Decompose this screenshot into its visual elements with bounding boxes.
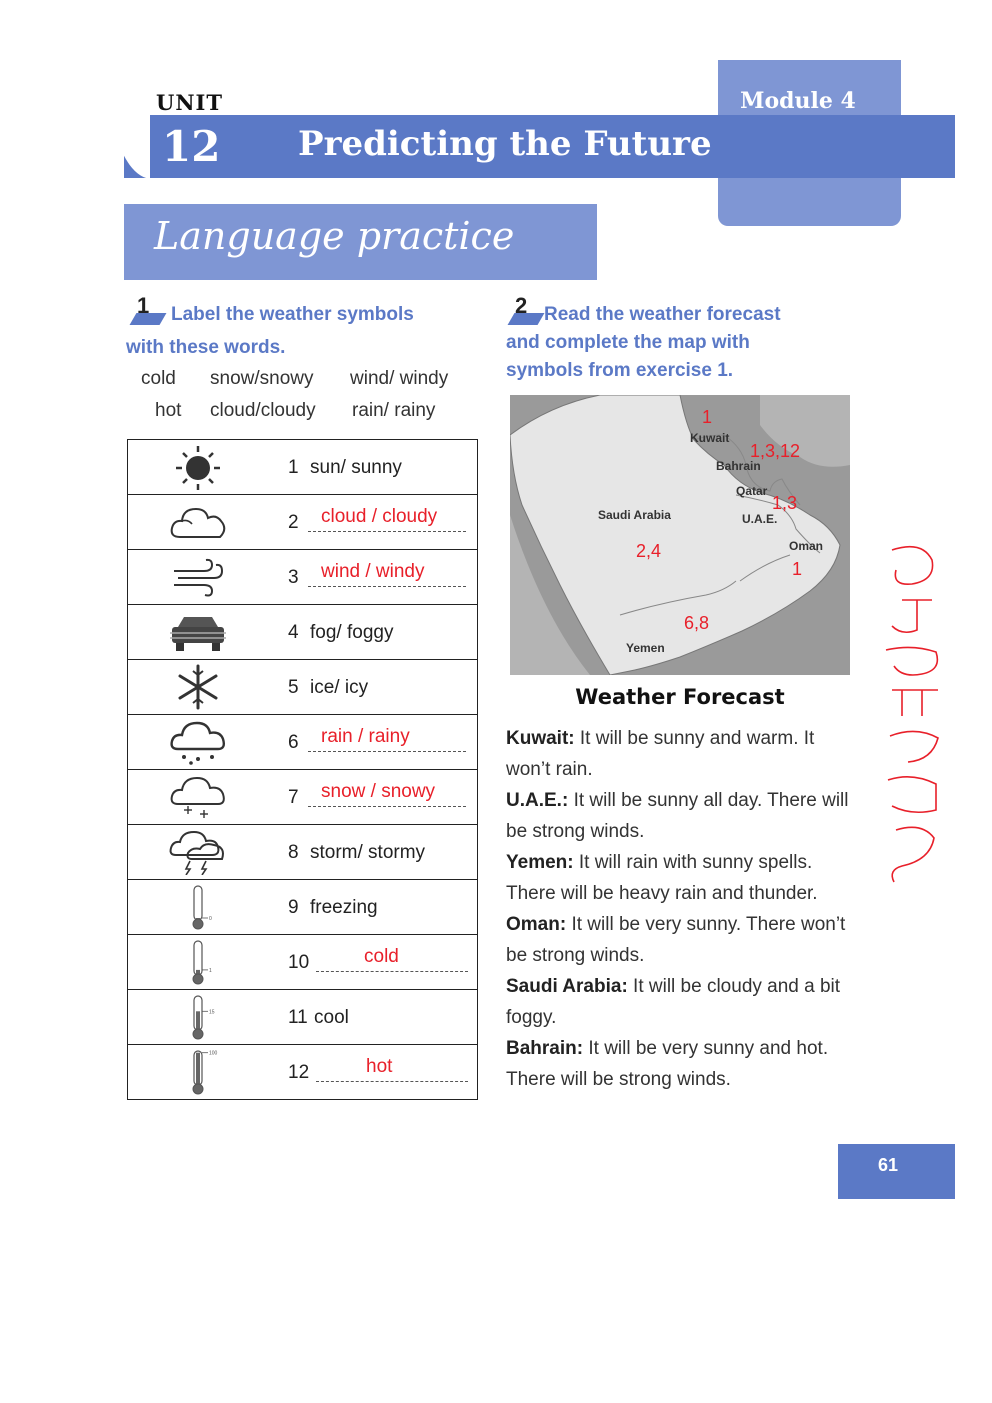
table-row [128, 770, 477, 825]
row-number: 9 [288, 897, 299, 918]
thermometer-icon [168, 994, 228, 1040]
thermometer-tube [194, 886, 202, 920]
word-hot: hot [155, 400, 182, 421]
forecast-entry [506, 909, 851, 971]
map-label-bahrain: Bahrain [716, 459, 761, 473]
table-row [128, 605, 477, 660]
forecast-country: U.A.E.: [506, 790, 569, 811]
word-cloud: cloud/cloudy [210, 400, 316, 421]
thermometer-bulb [193, 919, 203, 929]
table-row [128, 1045, 477, 1099]
title-bar-curve [110, 115, 150, 179]
map-label-oman: Oman [789, 539, 824, 553]
thermometer-mark-label: 100 [209, 1050, 218, 1057]
thermometer-icon [168, 884, 228, 930]
answer-line [308, 586, 466, 587]
forecast-entry [506, 723, 851, 785]
forecast-country: Saudi Arabia: [506, 976, 628, 997]
handwritten-signature [872, 540, 952, 890]
thermometer-bulb [193, 1084, 203, 1094]
forecast-detail: It will be sunny all day. There will be strong winds. [506, 790, 849, 842]
forecast-detail: It will be cloudy and a bit foggy. [506, 976, 841, 1028]
answer-text: rain / rainy [321, 726, 410, 747]
word-snow: snow/snowy [210, 368, 314, 389]
answer-line [308, 806, 466, 807]
weather-symbols-table [127, 439, 478, 1100]
row-label: sun/ sunny [310, 457, 402, 478]
row-number: 11 [288, 1007, 308, 1028]
exercise-2-instruction-3: symbols from exercise 1. [506, 360, 734, 381]
arabian-peninsula-map [510, 395, 850, 675]
answer-text: cold [364, 946, 399, 967]
map-label-saudi: Saudi Arabia [598, 508, 671, 522]
table-row [128, 935, 477, 990]
exercise-1-instruction-2: with these words. [126, 337, 286, 358]
answer-text: hot [366, 1056, 393, 1077]
row-number: 8 [288, 842, 299, 863]
page-number: 61 [877, 1155, 899, 1175]
map-answer-yemen: 6,8 [684, 613, 710, 633]
forecast-detail: It will be very sunny. There won’t be strong winds. [506, 914, 846, 966]
exercise-2-instruction: Read the weather forecast [544, 304, 781, 325]
forecast-entry [506, 847, 851, 909]
forecast-entry [506, 971, 851, 1033]
table-row [128, 825, 477, 880]
thermometer-bulb [193, 974, 203, 984]
map-graphic [510, 395, 850, 675]
row-number: 5 [288, 677, 299, 698]
unit-number: 12 [162, 122, 221, 171]
table-row [128, 550, 477, 605]
forecast-country: Kuwait: [506, 728, 575, 749]
forecast-country: Bahrain: [506, 1038, 584, 1059]
answer-text: cloud / cloudy [321, 506, 438, 527]
forecast-text [506, 723, 851, 1095]
thermometer-bulb [193, 1029, 203, 1039]
table-row [128, 660, 477, 715]
table-row [128, 880, 477, 935]
answer-line [308, 531, 466, 532]
thermometer-icon [168, 939, 228, 985]
forecast-title: Weather Forecast [575, 685, 785, 709]
unit-title: Predicting the Future [298, 124, 712, 164]
forecast-entry [506, 785, 851, 847]
row-number: 1 [288, 457, 299, 478]
row-label: freezing [310, 897, 378, 918]
thermometer-mark-label: 1 [209, 967, 212, 974]
exercise-1-instruction: Label the weather symbols [171, 304, 414, 325]
row-number: 10 [288, 952, 310, 973]
table-row [128, 990, 477, 1045]
snow-cloud-icon [168, 774, 228, 820]
row-number: 7 [288, 787, 299, 808]
map-label-qatar: Qatar [736, 484, 768, 498]
sun-icon [168, 444, 228, 490]
table-row [128, 440, 477, 495]
map-answer-uae: 1,3 [772, 493, 798, 513]
answer-line [316, 1081, 468, 1082]
row-number: 2 [288, 512, 299, 533]
row-number: 3 [288, 567, 299, 588]
thermometer-icon [168, 1049, 228, 1095]
thermometer-mark-label: 0 [209, 916, 212, 922]
row-number: 6 [288, 732, 299, 753]
fog-car-icon [168, 609, 228, 655]
map-answer-kuwait: 1 [702, 407, 713, 427]
section-title: Language practice [154, 214, 515, 258]
row-label: fog/ foggy [310, 622, 394, 643]
forecast-detail: It will be sunny and warm. It won’t rain. [506, 728, 815, 780]
forecast-detail: It will be very sunny and hot. There will be strong winds. [506, 1038, 829, 1090]
map-answer-saudi: 2,4 [636, 541, 662, 561]
table-row [128, 715, 477, 770]
thermometer-fill [196, 1053, 200, 1085]
wind-icon [168, 554, 228, 600]
row-number: 12 [288, 1062, 310, 1083]
map-label-yemen: Yemen [626, 641, 665, 655]
rain-cloud-icon [168, 719, 228, 765]
snowflake-icon [168, 664, 228, 710]
word-wind: wind/ windy [350, 368, 449, 389]
storm-cloud-icon [168, 829, 228, 875]
exercise-1-number: 1 [137, 293, 150, 318]
answer-text: wind / windy [321, 561, 425, 582]
forecast-entry [506, 1033, 851, 1095]
exercise-2-instruction-2: and complete the map with [506, 332, 750, 353]
thermometer-mark-label: 15 [209, 1009, 215, 1016]
forecast-country: Oman: [506, 914, 567, 935]
cloud-icon [168, 499, 228, 545]
row-label: cool [314, 1007, 349, 1028]
map-label-kuwait: Kuwait [690, 431, 730, 445]
exercise-2-number: 2 [515, 293, 528, 318]
thermometer-fill [196, 1011, 200, 1030]
row-label: ice/ icy [310, 677, 369, 698]
unit-label: UNIT [156, 90, 223, 115]
forecast-detail: It will rain with sunny spells. There will be heavy rain and thunder. [506, 852, 818, 904]
map-answer-oman: 1 [792, 559, 803, 579]
map-answer-bahrain: 1,3,12 [750, 441, 801, 461]
map-label-uae: U.A.E. [742, 512, 778, 526]
word-cold: cold [141, 368, 176, 389]
module-label: Module 4 [740, 88, 856, 114]
row-number: 4 [288, 622, 299, 643]
row-label: storm/ stormy [310, 842, 426, 863]
table-row [128, 495, 477, 550]
answer-text: snow / snowy [321, 781, 436, 802]
forecast-country: Yemen: [506, 852, 574, 873]
answer-line [308, 751, 466, 752]
word-rain: rain/ rainy [352, 400, 436, 421]
answer-line [316, 971, 468, 972]
